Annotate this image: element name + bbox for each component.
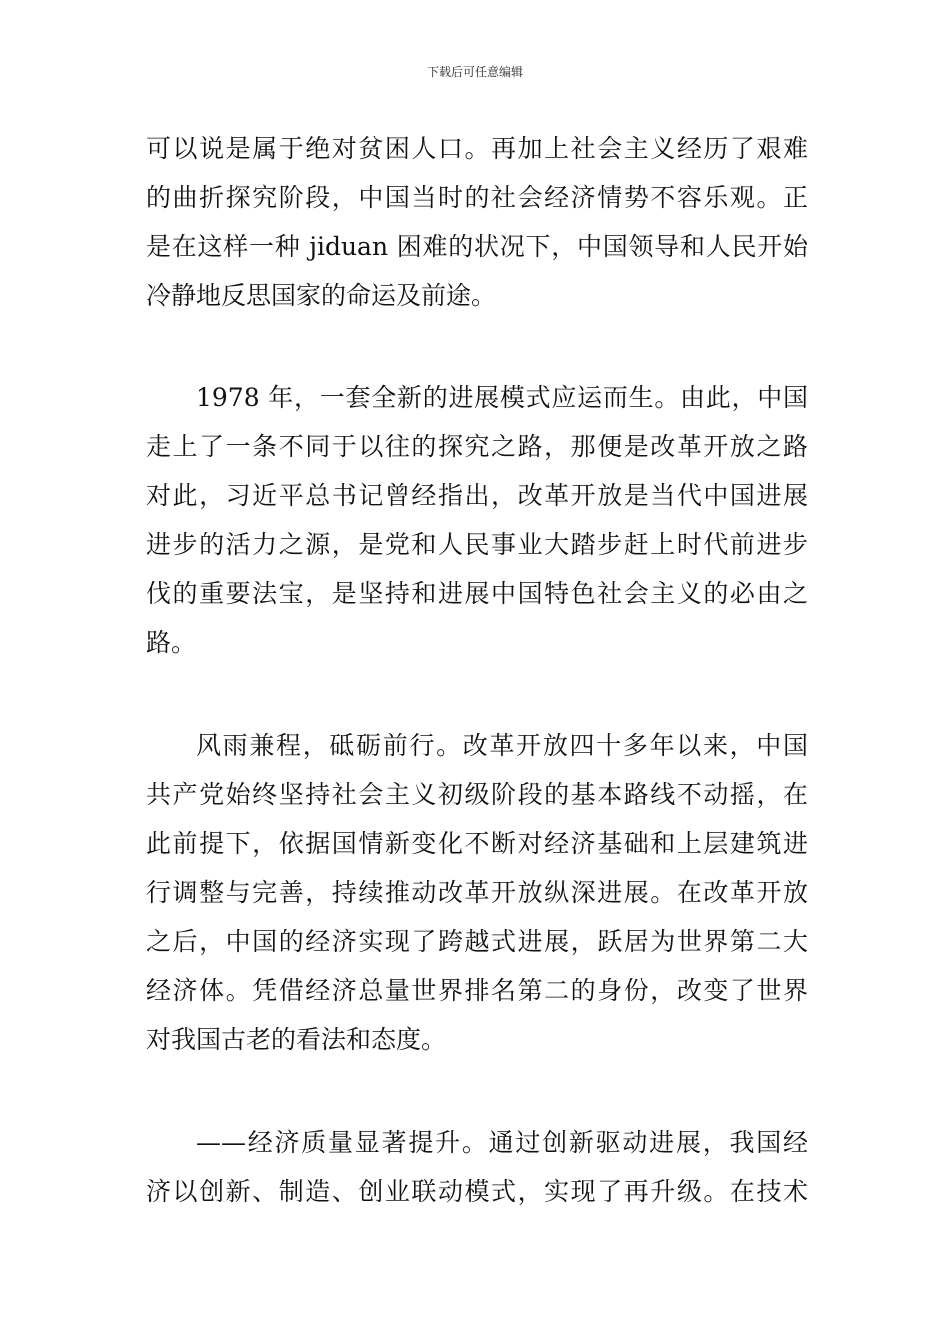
text-line: 济以创新、制造、创业联动模式，实现了再升级。在技术	[146, 1177, 808, 1206]
text-line: ——经济质量显著提升。通过创新驱动进展，我国经	[196, 1128, 808, 1157]
text-line: 对此，习近平总书记曾经指出，改革开放是当代中国进展	[146, 481, 808, 510]
text-line: 共产党始终坚持社会主义初级阶段的基本路线不动摇，在	[146, 780, 808, 809]
text-line: 走上了一条不同于以往的探究之路，那便是改革开放之路	[146, 432, 808, 461]
text-line: 进步的活力之源，是党和人民事业大踏步赶上时代前进步	[146, 530, 808, 559]
text-line: 的曲折探究阶段，中国当时的社会经济情势不容乐观。正	[146, 183, 808, 212]
text-line: 路。	[146, 628, 197, 657]
text-line: 行调整与完善，持续推动改革开放纵深进展。在改革开放	[146, 878, 808, 907]
text-line: 伐的重要法宝，是坚持和进展中国特色社会主义的必由之	[146, 579, 808, 608]
text-line: 之后，中国的经济实现了跨越式进展，跃居为世界第二大	[146, 927, 808, 956]
text-line: 经济体。凭借经济总量世界排名第二的身份，改变了世界	[146, 976, 808, 1005]
text-line: 冷静地反思国家的命运及前途。	[146, 281, 497, 310]
text-line: 1978 年，一套全新的进展模式应运而生。由此，中国	[196, 383, 808, 412]
text-line: 此前提下，依据国情新变化不断对经济基础和上层建筑进	[146, 829, 808, 858]
page-header: 下载后可任意编辑	[426, 65, 523, 79]
text-line: 可以说是属于绝对贫困人口。再加上社会主义经历了艰难	[146, 134, 808, 163]
text-line: 风雨兼程，砥砺前行。改革开放四十多年以来，中国	[196, 731, 808, 760]
text-line: 对我国古老的看法和态度。	[146, 1025, 447, 1054]
text-line: 是在这样一种 jiduan 困难的状况下，中国领导和人民开始	[146, 232, 808, 261]
